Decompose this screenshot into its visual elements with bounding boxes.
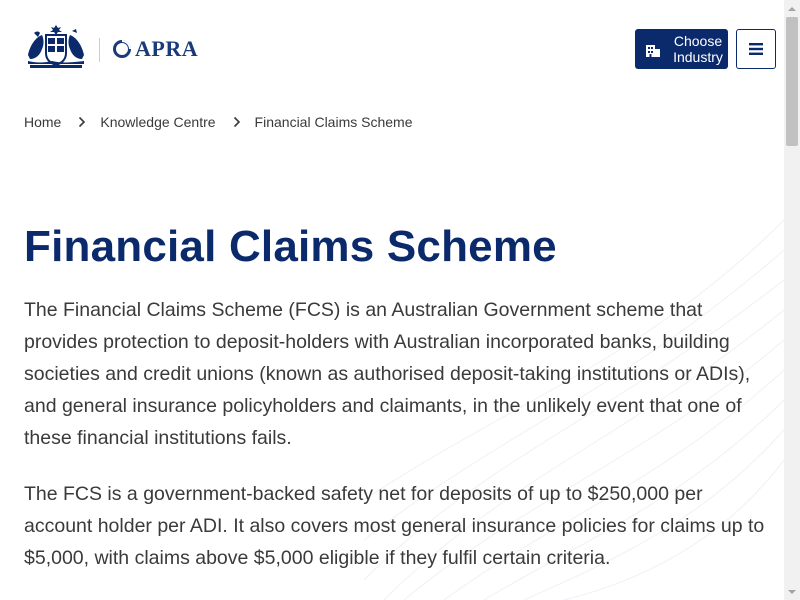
choose-industry-label: Choose Industry	[673, 33, 723, 65]
hamburger-icon	[748, 41, 764, 57]
apra-logo[interactable]	[112, 38, 198, 60]
breadcrumb-knowledge-centre[interactable]: Knowledge Centre	[100, 114, 216, 130]
chevron-right-icon	[78, 116, 86, 128]
vertical-scrollbar[interactable]	[784, 0, 800, 600]
intro-paragraph: The Financial Claims Scheme (FCS) is an Australian Government scheme that provides protection to deposit-holders with Australian incorporated banks, building societies and credit unions (known as authorised deposit-taking institutions or ADIs), and general insurance policyholders and claimants, in the unlikely event that one of these financial institutions fails.	[24, 299, 751, 449]
breadcrumb-home[interactable]: Home	[24, 114, 62, 130]
choose-industry-button[interactable]	[635, 29, 728, 69]
apra-logo-text: APRA	[135, 36, 199, 61]
scroll-up-button[interactable]	[784, 0, 800, 17]
site-header	[0, 0, 784, 100]
scrollbar-thumb[interactable]	[786, 17, 798, 146]
logo-divider	[99, 38, 100, 62]
breadcrumb	[24, 114, 413, 130]
breadcrumb-current-page: Financial Claims Scheme	[254, 114, 413, 130]
apra-logo-mark-icon	[112, 39, 132, 59]
coat-of-arms-icon[interactable]	[24, 25, 88, 71]
arrow-down-icon	[788, 589, 796, 595]
page-title: Financial Claims Scheme	[24, 222, 557, 271]
building-icon	[645, 41, 661, 57]
chevron-right-icon	[233, 116, 241, 128]
arrow-up-icon	[788, 6, 796, 12]
scroll-down-button[interactable]	[784, 583, 800, 600]
menu-button[interactable]	[736, 29, 776, 69]
safety-net-paragraph: The FCS is a government-backed safety net for deposits of up to $250,000 per account holder per ADI. It also covers most general insurance policies for claims up to $5,000, with claims above $5,000 eligible if they fulfil certain criteria.	[24, 483, 765, 569]
